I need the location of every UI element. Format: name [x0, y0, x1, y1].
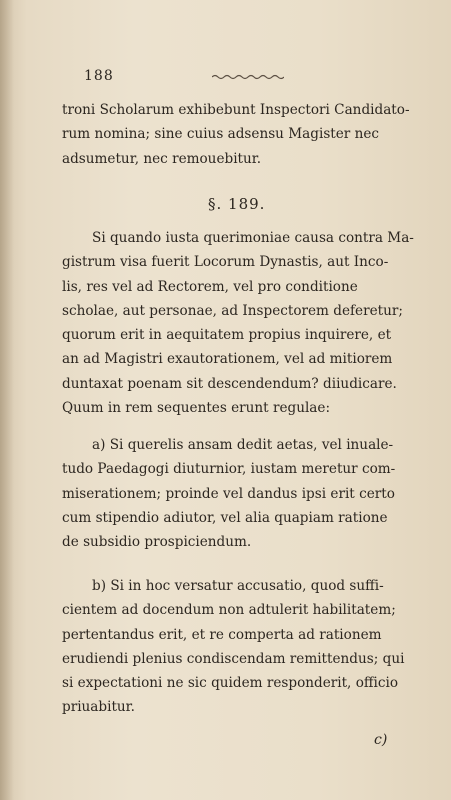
text-line: Quum in rem sequentes erunt regulae: [62, 400, 331, 417]
section-heading: §. 189. [208, 195, 266, 213]
page-header [58, 64, 408, 86]
top-paragraph [62, 98, 420, 171]
text-line: duntaxat poenam sit descendendum? diiudicare. [62, 375, 397, 392]
text-line: gistrum visa fuerit Locorum Dynastis, aut Inco- [62, 254, 389, 271]
text-line: Si quando iusta querimoniae causa contra Ma- [92, 230, 414, 246]
text-line: an ad Magistri exautorationem, vel ad mitiorem [62, 351, 393, 368]
text-line: quorum erit in aequitatem propius inquirere, et [62, 327, 392, 344]
text-line: de subsidio prospiciendum. [62, 534, 252, 551]
text-line: troni Scholarum exhibebunt Inspectori Candidato- [62, 102, 410, 118]
text-line: tudo Paedagogi diuturnior, iustam meretur com- [62, 461, 396, 478]
text-line: cum stipendio adiutor, vel alia quapiam ratione [62, 509, 388, 526]
catchword: c) [374, 732, 388, 748]
page-number: 188 [84, 68, 114, 84]
text-line: scholae, aut personae, ad Inspectorem deferetur; [62, 302, 403, 319]
text-line: a) Si querelis ansam dedit aetas, vel inuale- [92, 437, 394, 453]
text-line: b) Si in hoc versatur accusatio, quod suffi- [92, 578, 384, 594]
text-line: pertentandus erit, et re comperta ad rationem [62, 626, 382, 643]
text-line: adsumetur, nec remouebitur. [62, 150, 262, 167]
paragraph-b [62, 574, 420, 720]
main-paragraph [62, 226, 420, 420]
text-line: miserationem; proinde vel dandus ipsi erit certo [62, 485, 395, 502]
paragraph-a [62, 433, 420, 554]
text-line: lis, res vel ad Rectorem, vel pro conditione [62, 278, 358, 295]
header-ornament [212, 74, 284, 80]
gutter-shadow [0, 0, 14, 800]
text-line: erudiendi plenius condiscendam remittendus; qui [62, 650, 405, 667]
text-line: si expectationi ne sic quidem responderit, officio [62, 675, 399, 692]
text-line: rum nomina; sine cuius adsensu Magister nec [62, 126, 380, 143]
text-line: cientem ad docendum non adtulerit habilitatem; [62, 602, 396, 619]
text-line: priuabitur. [62, 699, 135, 716]
